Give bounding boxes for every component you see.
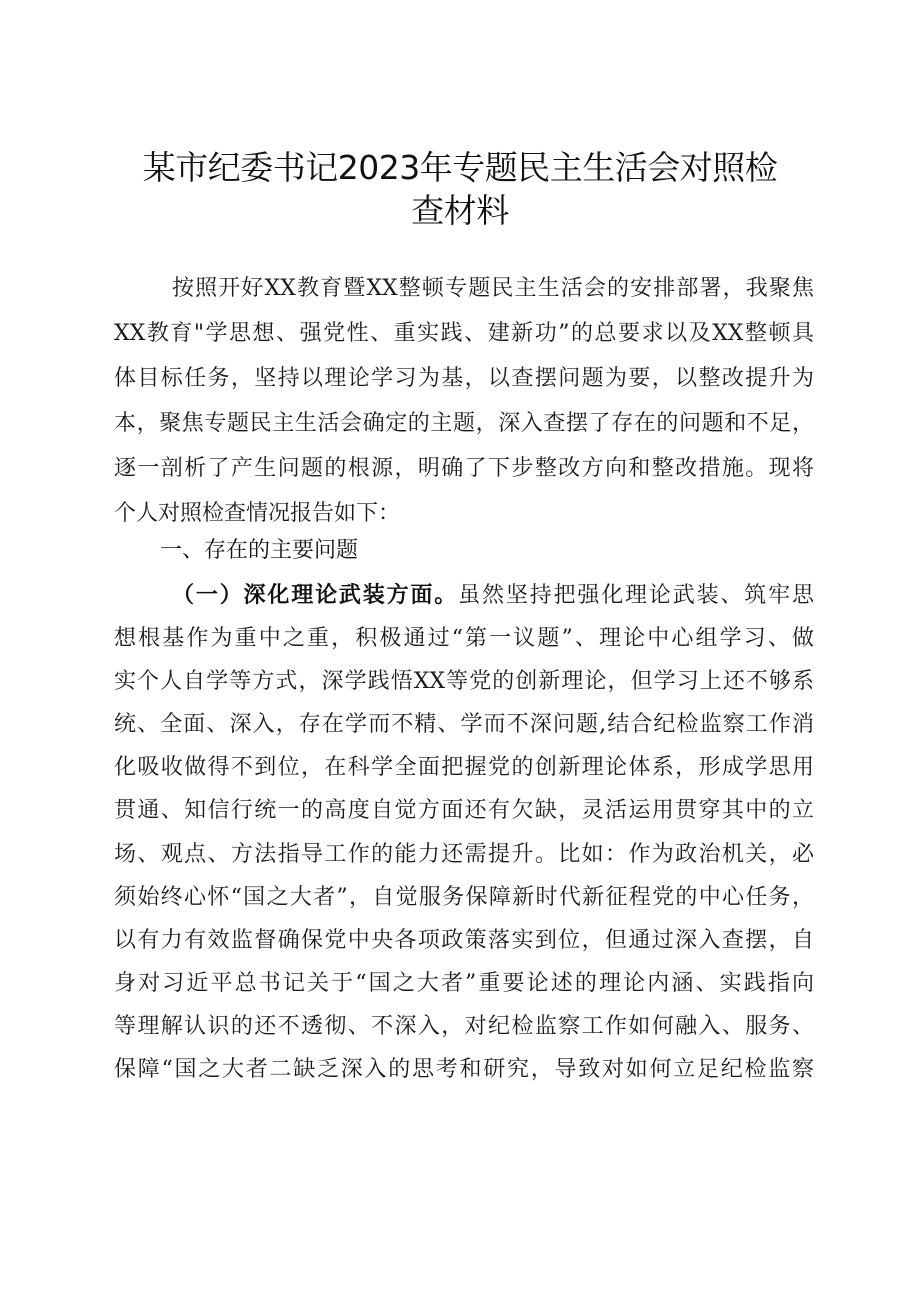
title-line-1: 某市纪委书记2023年专题民主生活会对照检 [142, 148, 778, 187]
title-line-2: 查材料 [411, 191, 509, 230]
section-line: 身对习近平总书记关于“国之大者”重要论述的理论内涵、实践指向 [114, 970, 814, 996]
intro-paragraph [114, 266, 814, 536]
section-line: 实个人自学等方式，深学践悟XX等党的创新理论，但学习上还不够系 [114, 669, 814, 695]
document-title [100, 146, 820, 232]
section-line: 场、观点、方法指导工作的能力还需提升。比如：作为政治机关，必 [114, 841, 814, 867]
section-first-line [114, 574, 814, 617]
section-line: 等理解认识的还不透彻、不深入，对纪检监察工作如何融入、服务、 [114, 1013, 814, 1039]
section-line: 想根基作为重中之重，积极通过“第一议题”、理论中心组学习、做 [114, 626, 814, 652]
intro-line: 个人对照检查情况报告如下： [114, 501, 401, 526]
subsection-heading: （一）深化理论武装方面。 [172, 583, 459, 608]
intro-line: 体目标任务，坚持以理论学习为基，以查摆问题为要，以整改提升为 [114, 366, 814, 391]
section-line: 贯通、知信行统一的高度自觉方面还有欠缺，灵活运用贯穿其中的立 [114, 798, 814, 824]
section-line: 虽然坚持把强化理论武装、筑牢思 [458, 583, 814, 608]
section-heading: 一、存在的主要问题 [160, 538, 359, 563]
intro-line: 逐一剖析了产生问题的根源，明确了下步整改方向和整改措施。现将 [114, 456, 814, 481]
intro-line: 本，聚焦专题民主生活会确定的主题，深入查摆了存在的问题和不足， [114, 411, 814, 436]
section-line: 保障“国之大者二缺乏深入的思考和研究，导致对如何立足纪检监察 [114, 1057, 814, 1083]
section-line: 化吸收做得不到位，在科学全面把握党的创新理论体系，形成学思用 [114, 755, 814, 781]
intro-line: 按照开好XX教育暨XX整顿专题民主生活会的安排部署，我聚焦 [172, 276, 814, 301]
section-line: 统、全面、深入，存在学而不精、学而不深问题,结合纪检监察工作消 [114, 712, 814, 738]
section-paragraph [114, 574, 814, 1091]
section-line: 以有力有效监督确保党中央各项政策落实到位，但通过深入查摆，自 [114, 927, 814, 953]
section-line: 须始终心怀“国之大者”，自觉服务保障新时代新征程党的中心任务， [114, 884, 814, 910]
intro-line: XX教育"学思想、强党性、重实践、建新功”的总要求以及XX整顿具 [114, 321, 814, 346]
